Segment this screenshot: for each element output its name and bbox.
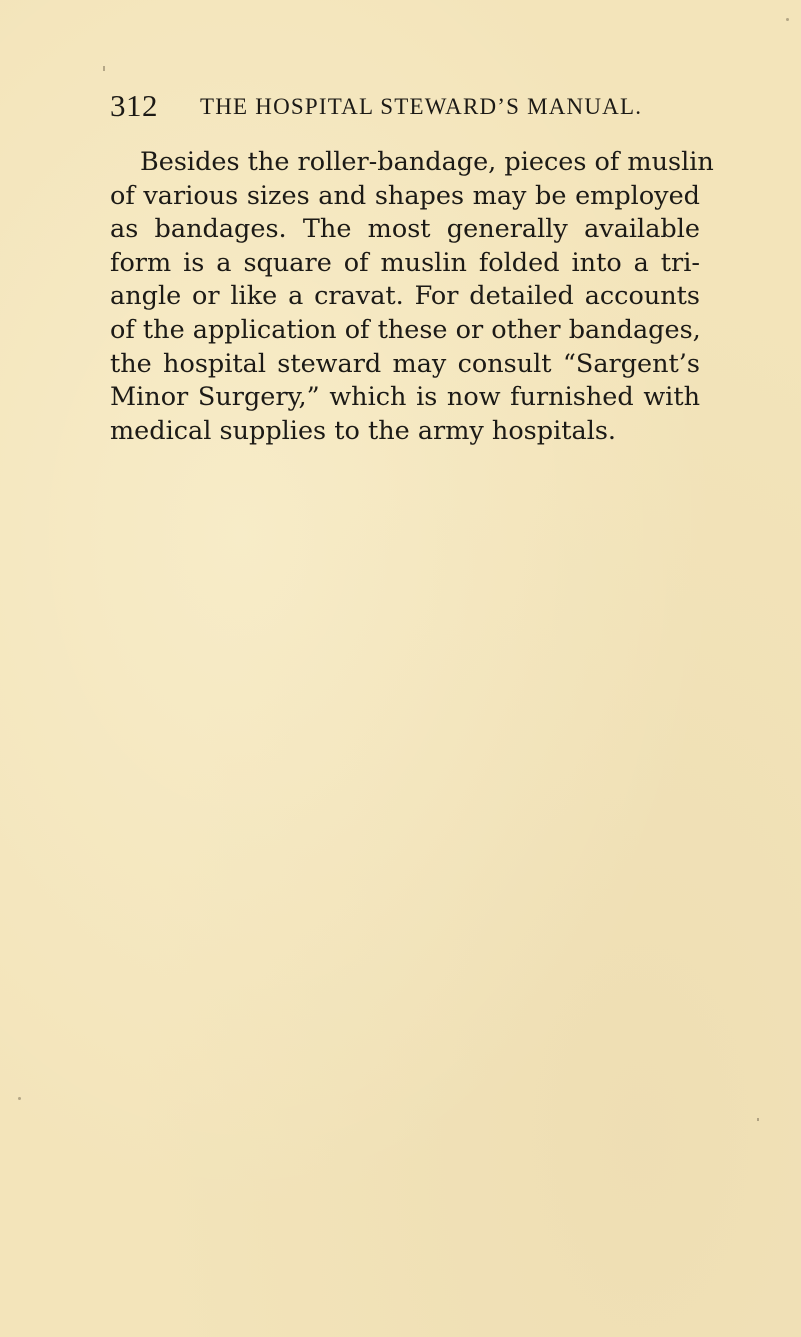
running-head — [110, 88, 670, 124]
text-line: form is a square of muslin folded into a tri- — [110, 247, 700, 278]
text-line: of the application of these or other bandages, — [110, 314, 701, 345]
paper-speck — [786, 18, 789, 21]
body-paragraph — [110, 146, 714, 448]
paper-speck — [757, 1118, 759, 1121]
text-line: angle or like a cravat. For detailed accounts — [110, 281, 700, 312]
text-line: of various sizes and shapes may be employed — [110, 180, 700, 211]
text-line: medical supplies to the army hospitals. — [110, 415, 617, 446]
text-line: the hospital steward may consult “Sargent’s — [110, 348, 700, 379]
paper-speck — [103, 66, 105, 71]
text-line: Minor Surgery,” which is now furnished with — [110, 382, 700, 413]
text-line: Besides the roller-bandage, pieces of muslin — [140, 147, 714, 177]
text-line: as bandages. The most generally available — [110, 214, 700, 245]
page-number: 312 — [110, 88, 158, 123]
running-title: THE HOSPITAL STEWARD’S MANUAL. — [200, 94, 643, 119]
paper-speck — [18, 1097, 21, 1100]
